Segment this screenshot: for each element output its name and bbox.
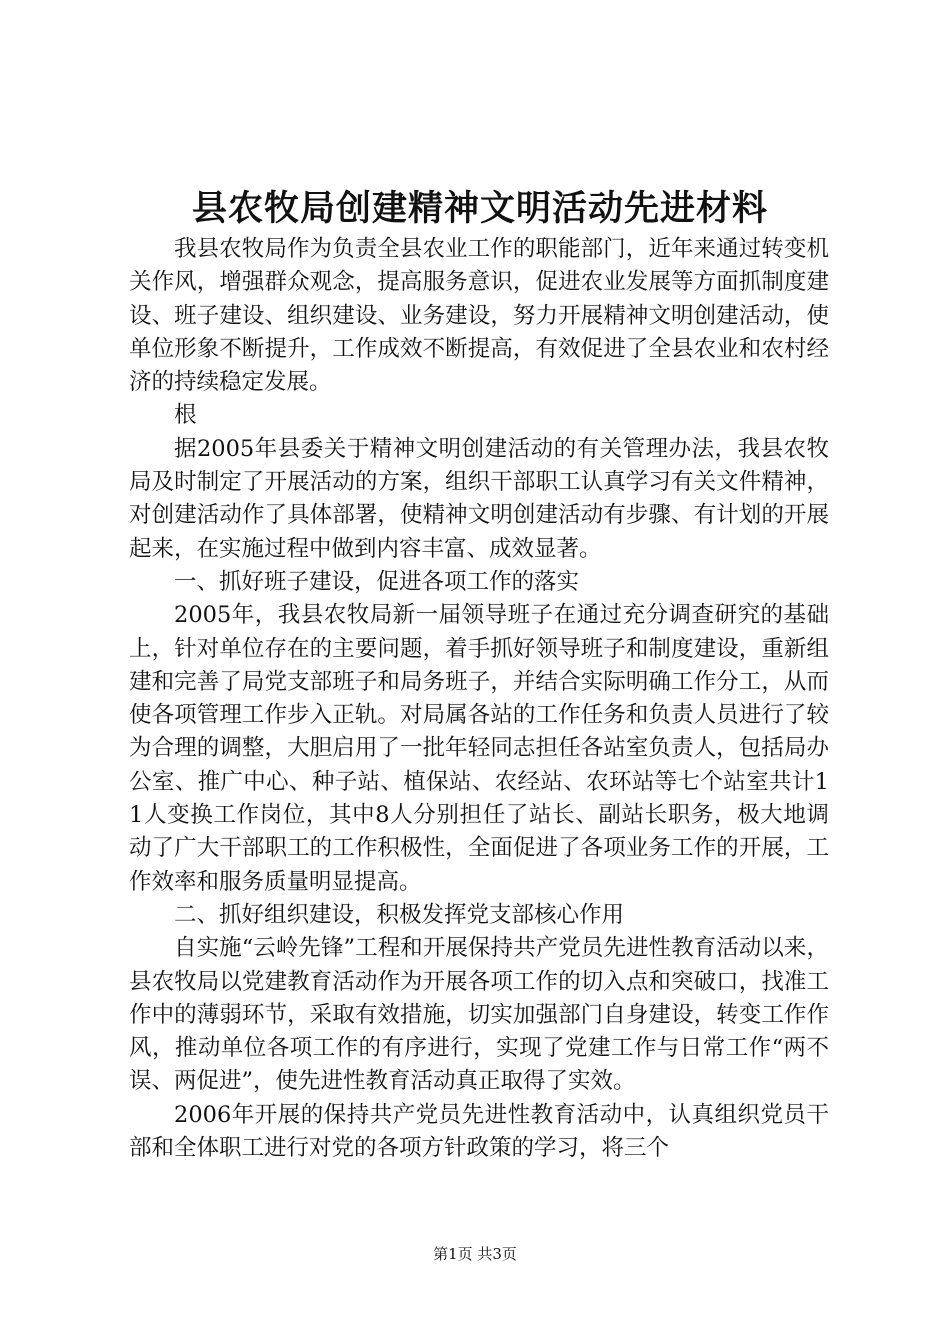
section-heading-2: 二、抓好组织建设，积极发挥党支部核心作用 bbox=[174, 901, 625, 928]
paragraph-basis: 据2005年县委关于精神文明创建活动的有关管理办法，我县农牧局及时制定了开展活动的方案，组织干部职工认真学习有关文件精神，对创建活动作了具体部署，使精神文明创建活动有步骤、有计划的开展起来，在实施过程中做到内容丰富、成效显著。 bbox=[129, 435, 829, 562]
paragraph-section-1: 2005年，我县农牧局新一届领导班子在通过充分调查研究的基础上，针对单位存在的主要问题，着手抓好领导班子和制度建设，重新组建和完善了局党支部班子和局务班子，并结合实际明确工作分工，从而使各项管理工作步入正轨。对局属各站的工作任务和负责人员进行了较为合理的调整，大胆启用了一批年轻同志担任各站室负责人，包括局办公室、推广中心、种子站、植保站、农经站、农环站等七个站室共计11人变换工作岗位，其中8人分别担任了站长、副站长职务，极大地调动了广大干部职工的工作积极性，全面促进了各项业务工作的开展，工作效率和服务质量明显提高。 bbox=[129, 602, 829, 895]
page-footer: 第1页 共3页 bbox=[433, 1245, 517, 1263]
paragraph-2006: 2006年开展的保持共产党员先进性教育活动中，认真组织党员干部和全体职工进行对党的各项方针政策的学习，将三个 bbox=[129, 1101, 829, 1162]
paragraph-section-2: 自实施“云岭先锋”工程和开展保持共产党员先进性教育活动以来，县农牧局以党建教育活动作为开展各项工作的切入点和突破口，找准工作中的薄弱环节，采取有效措施，切实加强部门自身建设，转变工作作风，推动单位各项工作的有序进行，实现了党建工作与日常工作“两不误、两促进”，使先进性教育活动真正取得了实效。 bbox=[129, 935, 829, 1095]
document-title: 县农牧局创建精神文明活动先进材料 bbox=[191, 188, 768, 229]
paragraph-intro: 我县农牧局作为负责全县农业工作的职能部门，近年来通过转变机关作风，增强群众观念，提高服务意识，促进农业发展等方面抓制度建设、班子建设、组织建设、业务建设，努力开展精神文明创建活动，使单位形象不断提升，工作成效不断提高，有效促进了全县农业和农村经济的持续稳定发展。 bbox=[129, 236, 829, 396]
section-heading-1: 一、抓好班子建设，促进各项工作的落实 bbox=[174, 568, 580, 595]
paragraph-fragment: 根 bbox=[174, 402, 197, 429]
document-body bbox=[129, 233, 829, 1165]
